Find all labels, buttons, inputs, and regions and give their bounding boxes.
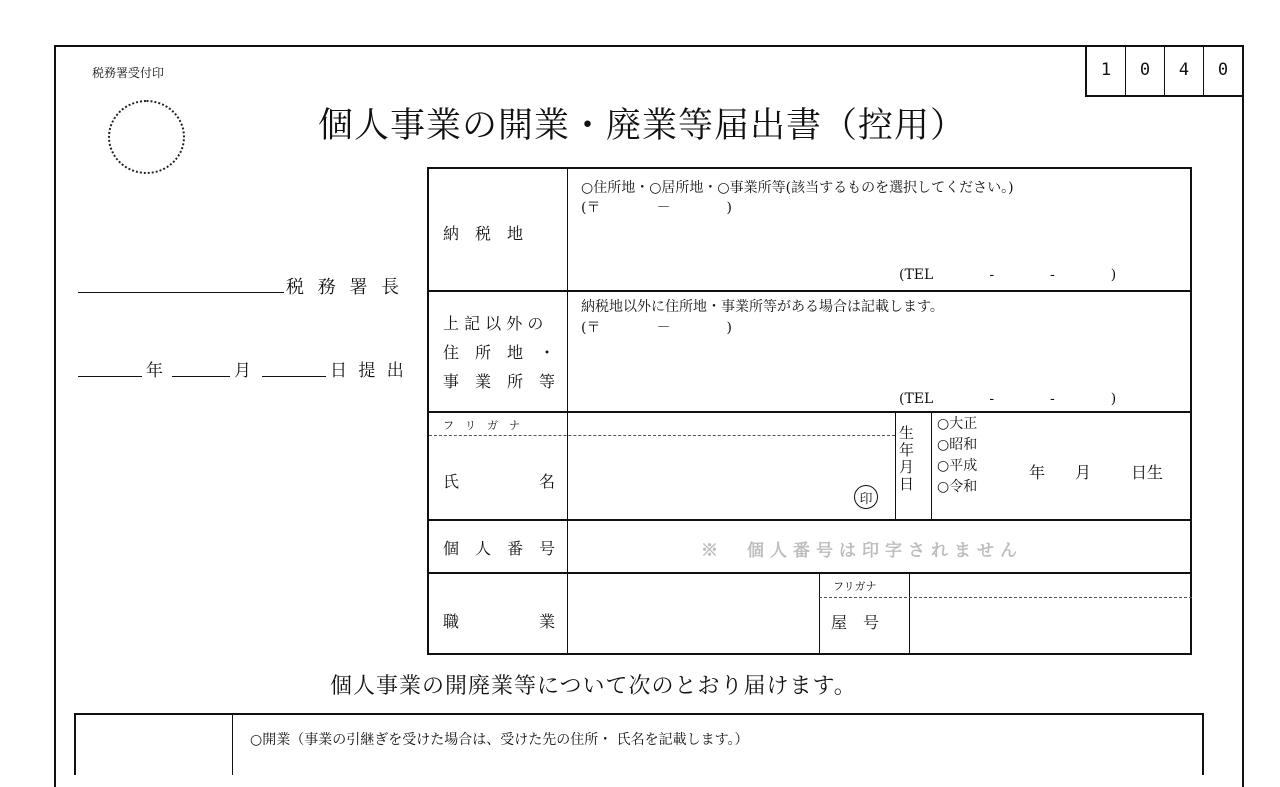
other-address-postal[interactable]: (〒 － ) [581,320,732,336]
day-submit-label: 日 提 出 [330,361,407,381]
name-birth-divider [895,411,896,519]
year-label: 年 [146,361,163,381]
name-label: 氏 名 [443,472,556,491]
birth-char: 生 [899,424,915,442]
my-number-note: ※ 個人番号は印字されません [701,541,1023,561]
year-field[interactable] [78,376,142,377]
tax-office-field[interactable] [78,292,284,293]
birth-day-label: 日生 [1131,463,1164,482]
form-number-digit: 4 [1165,45,1204,95]
era-option[interactable]: ○昭和 [937,437,978,453]
bottom-heading: 個人事業の開廃業等について次のとおり届けます。 [330,674,857,699]
other-address-label-2: 住 所 地 ・ [443,343,556,362]
era-option[interactable]: ○大正 [937,416,978,432]
birth-char: 日 [899,475,915,493]
form-number [1085,45,1242,97]
era-options[interactable] [937,414,977,498]
row-divider [429,290,1190,292]
row-divider [429,411,1190,413]
birth-date-label [899,425,915,493]
stamp-label: 税務署受付印 [92,66,165,80]
receipt-stamp-circle [108,100,185,174]
nouzeichi-postal[interactable]: (〒 － ) [581,200,732,216]
birth-char: 月 [899,458,915,476]
era-option[interactable]: ○平成 [937,458,978,474]
notification-divider [232,715,233,775]
occupation-label: 職 業 [443,612,556,631]
applicant-table [427,167,1192,655]
month-label: 月 [234,361,251,381]
occupation-divider [819,572,820,655]
yago-furigana-label: フリガナ [833,580,877,593]
yago-label: 屋 号 [831,613,880,632]
nouzeichi-options[interactable]: ○住所地・○居所地・○事業所等(該当するものを選択してください。) [581,180,1014,196]
page-title: 個人事業の開業・廃業等届出書（控用） [318,106,967,146]
other-address-note: 納税地以外に住所地・事業所等がある場合は記載します。 [581,299,944,315]
birth-month-label: 月 [1075,463,1092,482]
day-field[interactable] [262,376,326,377]
era-option[interactable]: ○令和 [937,479,978,495]
my-number-label: 個 人 番 号 [443,539,556,558]
month-field[interactable] [172,376,230,377]
birth-divider [931,411,932,519]
other-address-tel[interactable]: (TEL - - ) [899,391,1117,407]
seal-mark: 印 [854,485,878,509]
row-divider [429,572,1190,574]
other-address-label-1: 上 記 以 外 の [443,314,544,333]
nouzeichi-label: 納 税 地 [443,224,524,243]
yago-furigana-divider [819,597,1192,598]
form-number-digit: 0 [1126,45,1165,95]
furigana-divider [429,435,895,436]
kaigyo-option[interactable]: ○開業（事業の引継ぎを受けた場合は、受けた先の住所・ 氏名を記載します。） [250,732,749,748]
birth-char: 年 [899,441,915,459]
yago-divider [909,572,910,655]
form-number-digit: 1 [1087,45,1126,95]
furigana-label: フ リ ガ ナ [443,419,520,432]
nouzeichi-tel[interactable]: (TEL - - ) [899,267,1117,283]
birth-year-label: 年 [1029,463,1046,482]
row-divider [429,519,1190,521]
other-address-label-3: 事 業 所 等 [443,372,556,391]
form-number-digit: 0 [1217,60,1229,80]
tax-office-suffix: 税 務 署 長 [286,277,404,298]
